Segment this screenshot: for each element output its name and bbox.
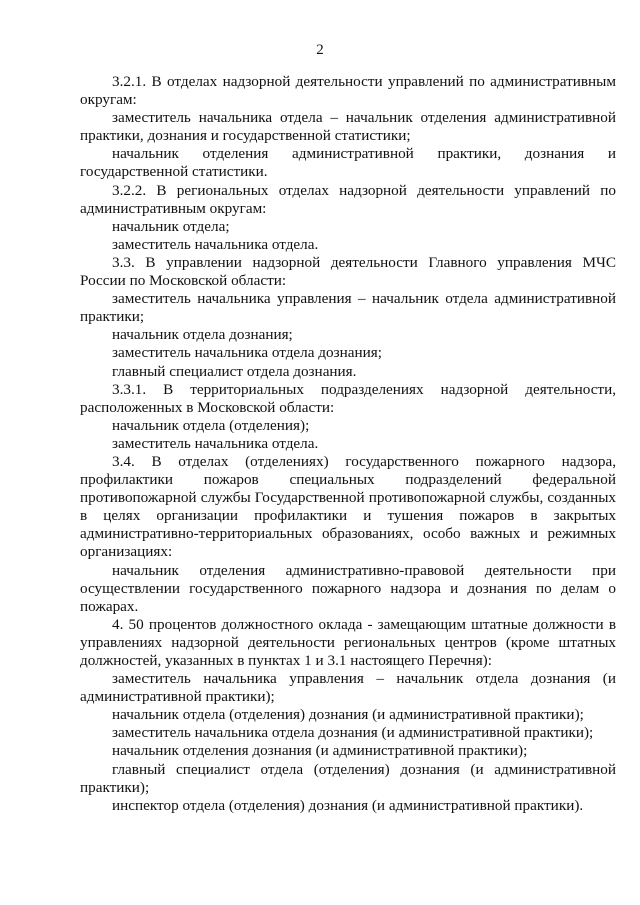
paragraph: заместитель начальника отдела. bbox=[112, 235, 319, 253]
paragraph: 4. 50 процентов должностного оклада - замещающим штатные должности в управлениях надзорной деятельности региональных центров (кроме штатных должностей, указанных в пунктах 1 и 3.1 настоящего Перечня): bbox=[80, 615, 616, 669]
paragraph: заместитель начальника управления – начальник отдела дознания (и административной практики); bbox=[80, 670, 616, 706]
paragraph: инспектор отдела (отделения) дознания (и административной практики). bbox=[112, 796, 584, 814]
paragraph: заместитель начальника отдела дознания; bbox=[112, 344, 382, 362]
paragraph: заместитель начальника отдела дознания (и административной практики); bbox=[112, 724, 594, 742]
paragraph: начальник отделения административно-правовой деятельности при осуществлении государственного пожарного надзора и дознания по делам о пожарах. bbox=[80, 561, 616, 615]
paragraph: 3.3.1. В территориальных подразделениях надзорной деятельности, расположенных в Московской области: bbox=[80, 380, 616, 416]
page-number: 2 bbox=[316, 42, 324, 58]
paragraph: главный специалист отдела дознания. bbox=[112, 362, 357, 380]
paragraph: начальник отдела (отделения) дознания (и административной практики); bbox=[112, 706, 584, 724]
paragraph: начальник отделения административной практики, дознания и государственной статистики. bbox=[80, 145, 616, 181]
paragraph: 3.2.2. В региональных отделах надзорной деятельности управлений по административным округам: bbox=[80, 181, 616, 217]
paragraph: 3.2.1. В отделах надзорной деятельности управлений по административным округам: bbox=[80, 73, 616, 109]
paragraph: главный специалист отдела (отделения) дознания (и административной практики); bbox=[80, 760, 616, 796]
paragraph: заместитель начальника управления – начальник отдела административной практики; bbox=[80, 290, 616, 326]
paragraph: начальник отделения дознания (и административной практики); bbox=[112, 742, 528, 760]
paragraph: заместитель начальника отдела – начальник отделения административной практики, дознания и государственной статистики; bbox=[80, 109, 616, 145]
paragraph: начальник отдела дознания; bbox=[112, 326, 293, 344]
paragraph: 3.4. В отделах (отделениях) государственного пожарного надзора, профилактики пожаров специальных подразделений федеральной противопожарной службы Государственной противопожарной службы, созданных в целях организации профилактики и тушения пожаров в закрытых административно-территориальных образованиях, особо важных и режимных организациях: bbox=[80, 452, 616, 561]
paragraph: заместитель начальника отдела. bbox=[112, 434, 319, 452]
document-body bbox=[80, 73, 616, 815]
paragraph: начальник отдела (отделения); bbox=[112, 416, 310, 434]
paragraph: 3.3. В управлении надзорной деятельности Главного управления МЧС России по Московской области: bbox=[80, 253, 616, 290]
paragraph: начальник отдела; bbox=[112, 217, 230, 235]
